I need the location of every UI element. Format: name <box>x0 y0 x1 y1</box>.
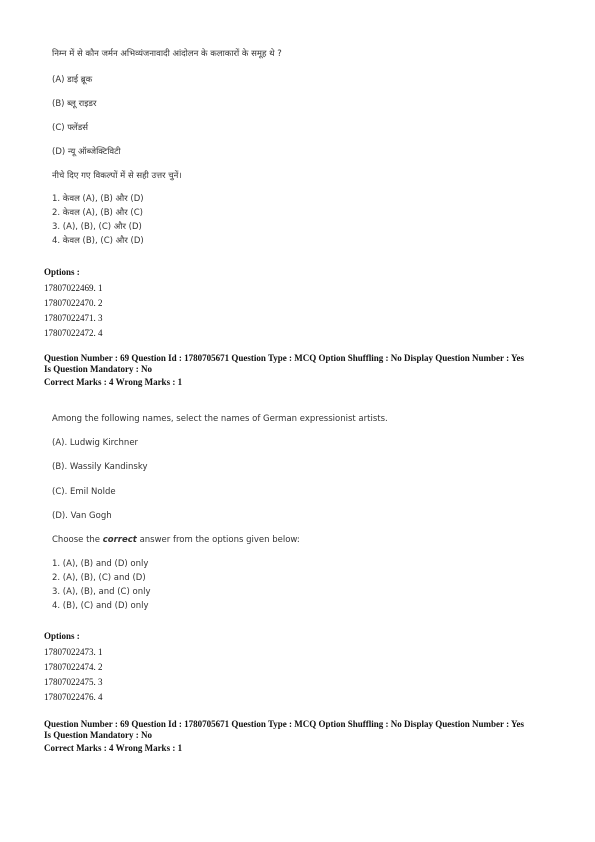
hindi-instruction: नीचे दिए गए विकल्पों में से सही उत्तर चुनें। <box>52 171 182 181</box>
hindi-choice-2: 2. केवल (A), (B) और (C) <box>52 208 143 218</box>
question-meta-line2: Is Question Mandatory : No <box>44 364 153 374</box>
option-4: 17807022472. 4 <box>44 328 103 338</box>
hindi-item-c: (C) फ्लेंडर्स <box>52 123 88 133</box>
hindi-choices <box>52 192 144 248</box>
question-meta-line3: Correct Marks : 4 Wrong Marks : 1 <box>44 743 183 753</box>
options-label-1: Options : <box>44 267 80 277</box>
hindi-choice-3: 3. (A), (B), (C) और (D) <box>52 222 142 232</box>
option-3: 17807022475. 3 <box>44 677 103 687</box>
english-choice-2: 2. (A), (B), (C) and (D) <box>52 573 146 583</box>
option-1: 17807022469. 1 <box>44 283 103 293</box>
hindi-choice-4: 4. केवल (B), (C) और (D) <box>52 236 144 246</box>
hindi-item-d: (D) न्यू ऑब्जेक्टिविटी <box>52 147 121 157</box>
instruction-emphasis: correct <box>102 535 137 545</box>
english-item-b: (B). Wassily Kandinsky <box>52 462 148 472</box>
hindi-item-a: (A) डाई ब्रूक <box>52 75 93 85</box>
options-label-2: Options : <box>44 631 80 641</box>
hindi-item-b: (B) ब्लू राइडर <box>52 99 97 109</box>
question-meta-line1: Question Number : 69 Question Id : 1780705671 Question Type : MCQ Option Shuffling : No Display Question Number : Yes <box>44 719 525 729</box>
english-choice-1: 1. (A), (B) and (D) only <box>52 559 149 569</box>
options-list-1 <box>44 281 103 341</box>
english-question: Among the following names, select the names of German expressionist artists. <box>52 414 388 424</box>
question-meta-line1: Question Number : 69 Question Id : 1780705671 Question Type : MCQ Option Shuffling : No Display Question Number : Yes <box>44 353 525 363</box>
option-3: 17807022471. 3 <box>44 313 103 323</box>
hindi-question: निम्न में से कौन जर्मन अभिव्यंजनावादी आंदोलन के कलाकारों के समूह थे ? <box>52 49 282 59</box>
english-choices <box>52 557 150 613</box>
option-2: 17807022474. 2 <box>44 662 103 672</box>
option-2: 17807022470. 2 <box>44 298 103 308</box>
question-meta-line2: Is Question Mandatory : No <box>44 730 153 740</box>
options-list-2 <box>44 645 103 705</box>
english-item-d: (D). Van Gogh <box>52 511 112 521</box>
english-item-a: (A). Ludwig Kirchner <box>52 438 139 448</box>
english-choice-4: 4. (B), (C) and (D) only <box>52 601 149 611</box>
english-item-c: (C). Emil Nolde <box>52 487 116 497</box>
instruction-pre: Choose the <box>52 535 103 545</box>
english-instruction <box>52 535 300 545</box>
option-1: 17807022473. 1 <box>44 647 103 657</box>
question-meta-line3: Correct Marks : 4 Wrong Marks : 1 <box>44 377 183 387</box>
instruction-post: answer from the options given below: <box>136 535 300 545</box>
option-4: 17807022476. 4 <box>44 692 103 702</box>
english-choice-3: 3. (A), (B), and (C) only <box>52 587 151 597</box>
hindi-choice-1: 1. केवल (A), (B) और (D) <box>52 194 144 204</box>
